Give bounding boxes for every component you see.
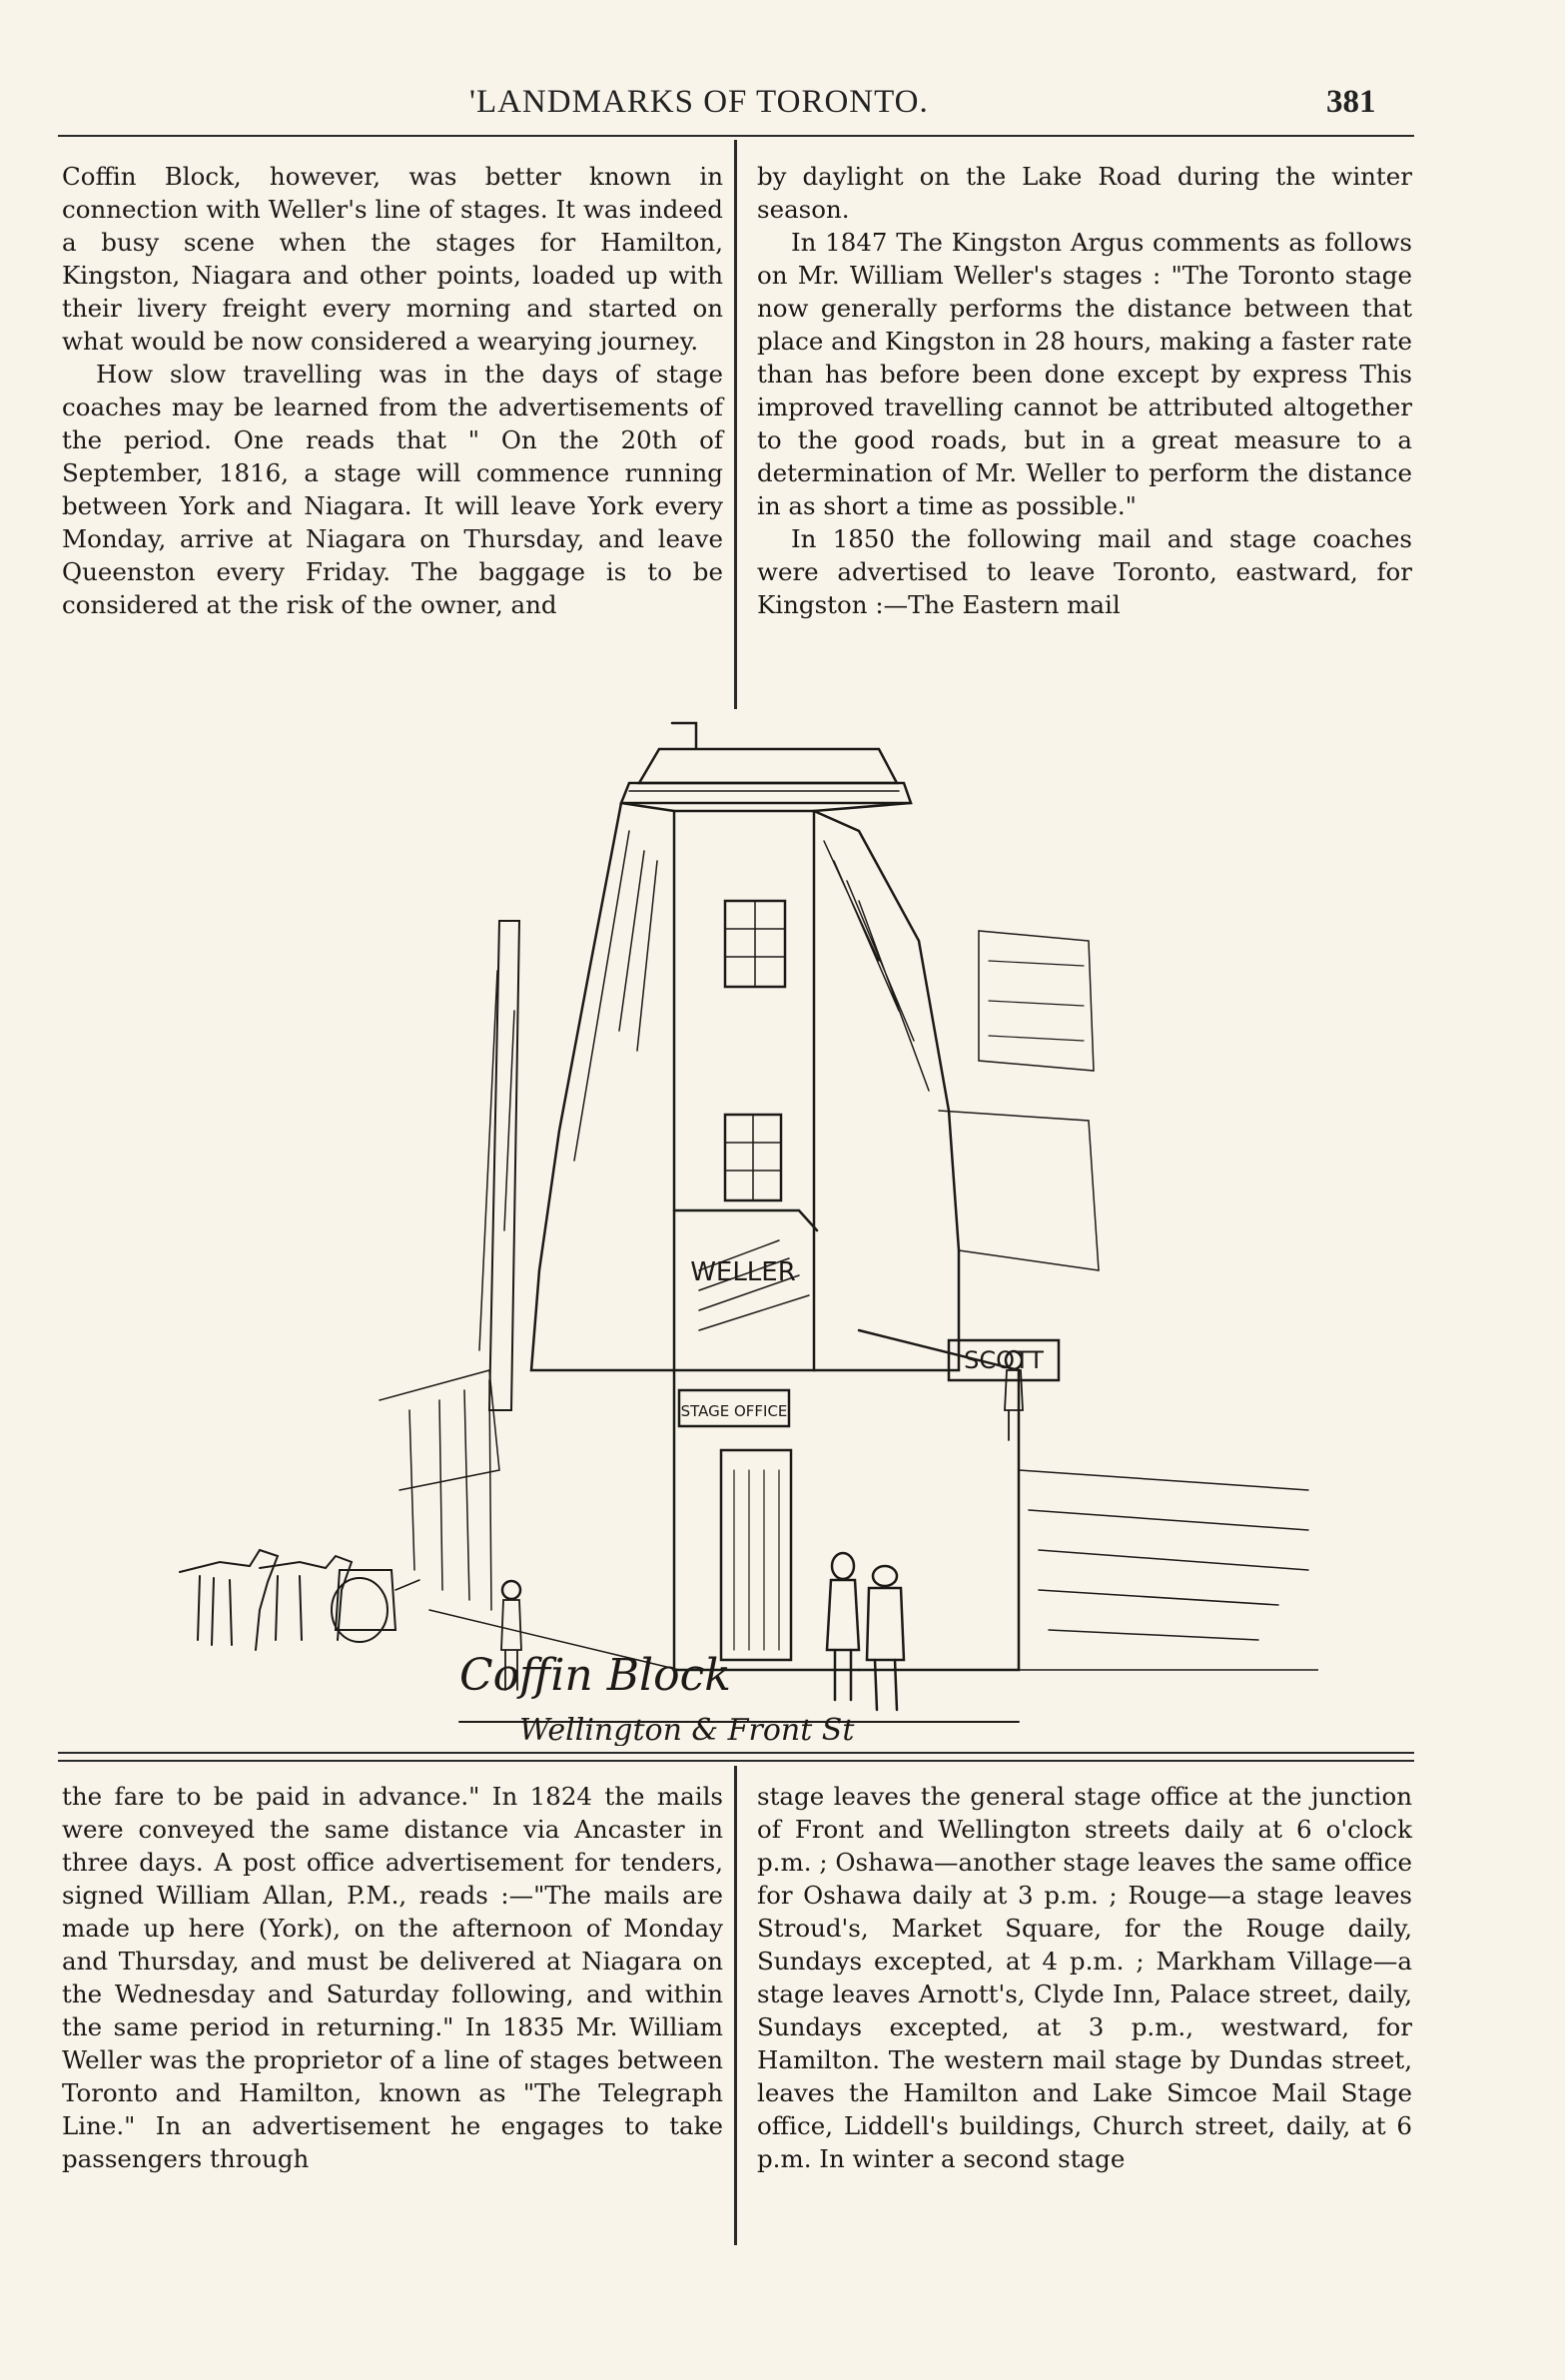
paragraph: In 1850 the following mail and stage coaches were advertised to leave Toronto, eastward, for Kingston :—The Eastern mail [757,524,1412,619]
lower-double-rule-bottom [58,1760,1414,1762]
upper-column-divider [734,140,737,709]
lower-double-rule-top [58,1752,1414,1754]
coffin-block-illustration [160,711,1318,1746]
lower-left-column [62,1780,723,2175]
weller-sign: WELLER [690,1257,796,1287]
lower-column-divider [734,1766,737,2245]
paragraph: How slow travelling was in the days of stage coaches may be learned from the advertisements of the period. One reads that " On the 20th of September, 1816, a stage will commence running between York and Niagara. It will leave York every Monday, arrive at Niagara on Thursday, and leave Queenston every Friday. The baggage is to be considered at the risk of the owner, and [62,360,723,619]
upper-right-column [757,160,1412,621]
header-rule [58,135,1414,137]
paragraph: the fare to be paid in advance." In 1824 the mails were conveyed the same distance via Ancaster in three days. A post office advertisement for tenders, signed William Allan, P.M., reads :—"The mails are made up here (York), on the afternoon of Monday and Thursday, and must be delivered at Niagara on the Wednesday and Saturday following, and within the same period in returning." In 1835 Mr. William Weller was the proprietor of a line of stages between Toronto and Hamilton, known as "The Telegraph Line." In an advertisement he engages to take passengers through [62,1782,723,2173]
illustration-subcaption: Wellington & Front St [519,1713,855,1746]
scott-sign: SCOTT [964,1346,1044,1374]
lower-right-column [757,1780,1412,2175]
page-number: 381 [1326,84,1376,120]
paragraph: by daylight on the Lake Road during the winter season. [757,162,1412,224]
paragraph: Coffin Block, however, was better known in connection with Weller's line of stages. It was indeed a busy scene when the stages for Hamilton, Kingston, Niagara and other points, loaded up with their livery freight every morning and started on what would be now considered a wearying journey. [62,162,723,356]
illustration-caption: Coffin Block [459,1650,731,1701]
stage-office-sign: STAGE OFFICE [680,1402,788,1420]
paragraph: stage leaves the general stage office at the junction of Front and Wellington streets daily at 6 o'clock p.m. ; Oshawa—another stage leaves the same office for Oshawa daily at 3 p.m. ; Rouge—a stage leaves Stroud's, Market Square, for the Rouge daily, Sundays excepted, at 4 p.m. ; Markham Village—a stage leaves Arnott's, Clyde Inn, Palace street, daily, Sundays excepted, at 3 p.m., westward, for Hamilton. The western mail stage by Dundas street, leaves the Hamilton and Lake Simcoe Mail Stage office, Liddell's buildings, Church street, daily, at 6 p.m. In winter a second stage [757,1782,1412,2173]
paragraph: In 1847 The Kingston Argus comments as follows on Mr. William Weller's stages : "The Toronto stage now generally performs the distance between that place and Kingston in 28 hours, making a faster rate than has before been done except by express This improved travelling cannot be attributed altogether to the good roads, but in a great measure to a determination of Mr. Weller to perform the distance in as short a time as possible." [757,228,1412,520]
upper-left-column [62,160,723,621]
running-head-title: 'LANDMARKS OF TORONTO. [469,84,929,120]
